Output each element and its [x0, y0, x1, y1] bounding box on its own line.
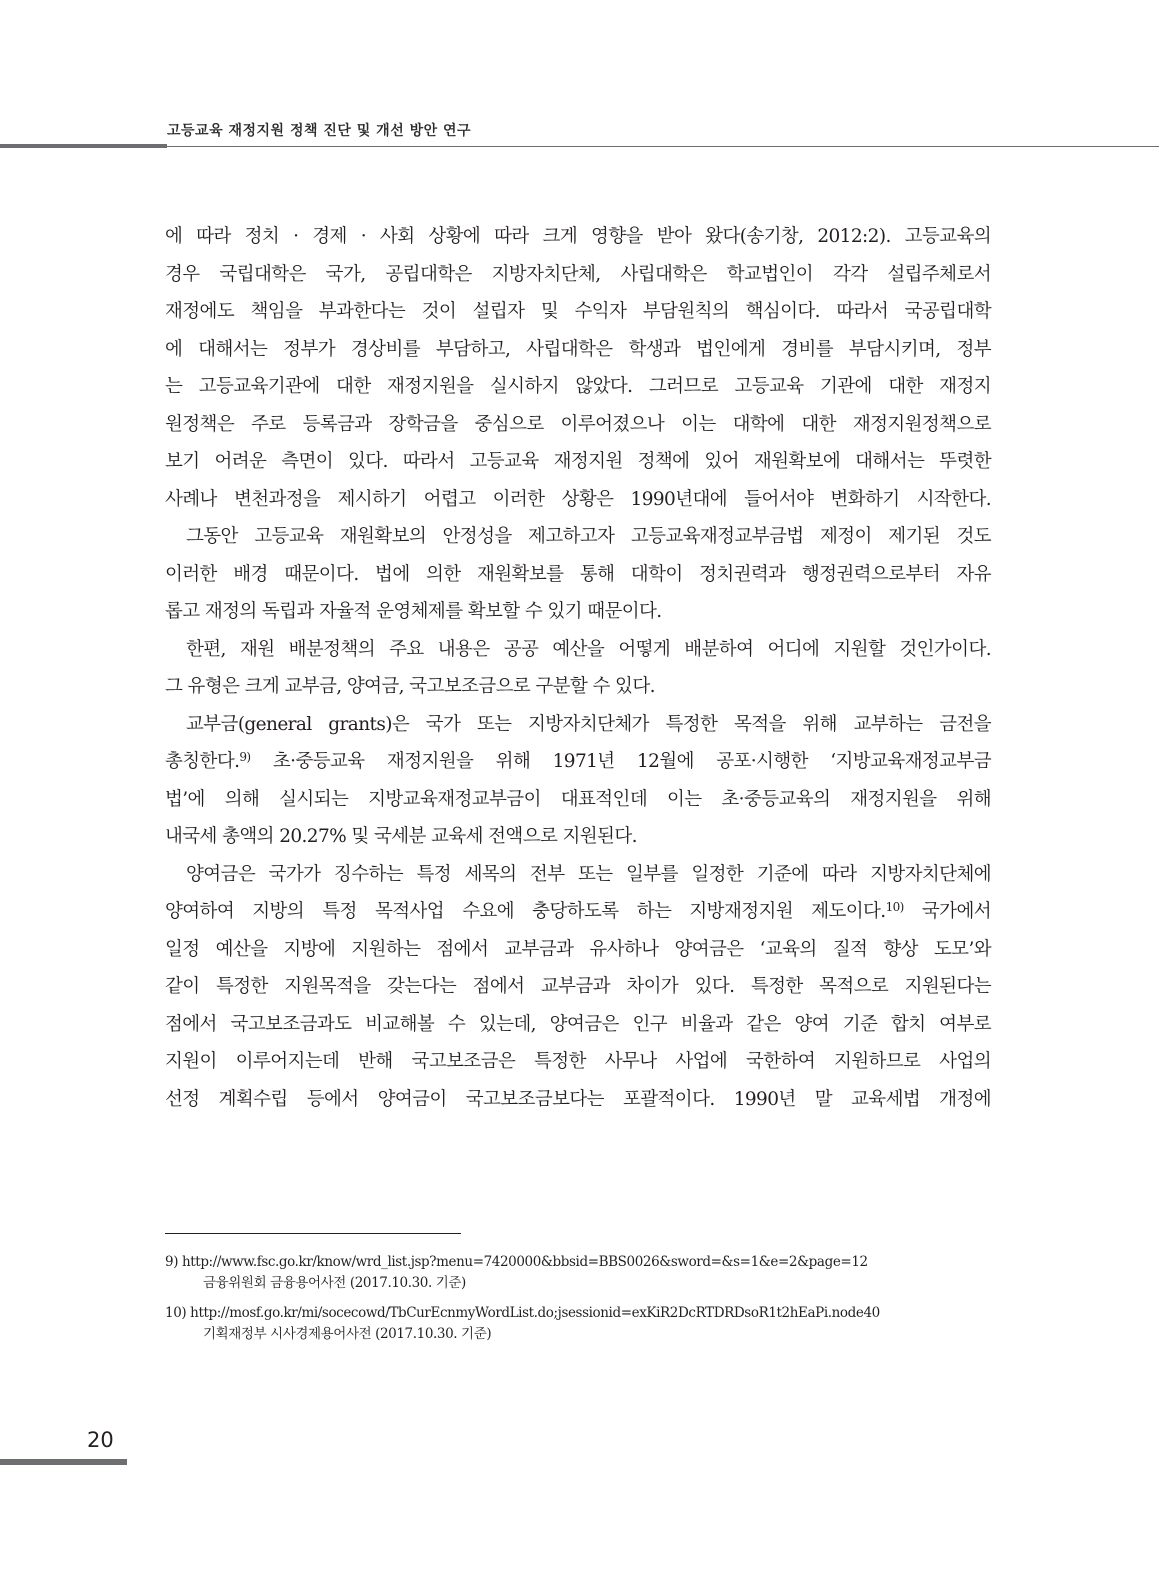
body-line-with-footnote [165, 893, 991, 931]
footnote-marker: 10) [165, 1305, 187, 1321]
header-rule [167, 146, 1159, 147]
footnotes [165, 1252, 991, 1345]
body-line: 재정에도 책임을 부과한다는 것이 설립자 및 수익자 부담원칙의 핵심이다. 따라서 국공립대학 [165, 301, 991, 322]
body-line: 선정 계획수립 등에서 양여금이 국고보조금보다는 포괄적이다. 1990년 말 교육세법 개정에 [165, 1088, 991, 1110]
footnote-marker: 9) [165, 1254, 179, 1270]
body-line: 이러한 배경 때문이다. 법에 의한 재원확보를 통해 대학이 정치권력과 행정권력으로부터 자유 [165, 563, 991, 585]
body-line: 법’에 의해 실시되는 지방교육재정교부금이 대표적인데 이는 초·중등교육의 재정지원을 위해 [165, 788, 991, 810]
body-line: 같이 특정한 지원목적을 갖는다는 점에서 교부금과 차이가 있다. 특정한 목적으로 지원된다는 [165, 976, 991, 997]
footnote-source: 기획재정부 시사경제용어사전 (2017.10.30. 기준) [203, 1326, 492, 1342]
footnote-10 [165, 1303, 991, 1324]
body-line: 사례나 변천과정을 제시하기 어렵고 이러한 상황은 1990년대에 들어서야 변화하기 시작한다. [165, 488, 991, 510]
footnote-ref-9[interactable]: 9) [239, 750, 251, 764]
body-line: 경우 국립대학은 국가, 공립대학은 지방자치단체, 사립대학은 학교법인이 각각 설립주체로서 [165, 263, 991, 285]
footnote-ref-10[interactable]: 10) [885, 900, 904, 914]
body-line: 지원이 이루어지는데 반해 국고보조금은 특정한 사무나 사업에 국한하여 지원하므로 사업의 [165, 1051, 991, 1072]
body-line: 는 고등교육기관에 대한 재정지원을 실시하지 않았다. 그러므로 고등교육 기관에 대한 재정지 [165, 376, 991, 397]
body-line-segment: 총칭한다. [165, 751, 240, 772]
footnote-source: 금융위원회 금융용어사전 (2017.10.30. 기준) [203, 1275, 466, 1291]
footnote-9 [165, 1252, 991, 1273]
body-line: 교부금(general grants)은 국가 또는 지방자치단체가 특정한 목적을 위해 교부하는 금전을 [186, 713, 991, 735]
body-line-segment: 국가에서 [903, 901, 991, 922]
body-line: 에 대해서는 정부가 경상비를 부담하고, 사립대학은 학생과 법인에게 경비를 부담시키며, 정부 [165, 338, 991, 360]
footnote-divider [165, 1233, 461, 1234]
body-line-segment: 양여하여 지방의 특정 목적사업 수요에 충당하도록 하는 지방재정지원 제도이다. [165, 901, 886, 922]
body-line-with-footnote [165, 743, 991, 781]
footnote-url[interactable]: http://www.fsc.go.kr/know/wrd_list.jsp?menu=7420000&bbsid=BBS0026&sword=&s=1&e=2&page=12 [181, 1254, 868, 1270]
page-number: 20 [87, 1428, 114, 1452]
body-line: 양여금은 국가가 징수하는 특정 세목의 전부 또는 일부를 일정한 기준에 따라 지방자치단체에 [186, 863, 991, 885]
body-line: 점에서 국고보조금과도 비교해볼 수 있는데, 양여금은 인구 비율과 같은 양여 기준 합치 여부로 [165, 1013, 991, 1035]
body-line: 그 유형은 크게 교부금, 양여금, 국고보조금으로 구분할 수 있다. [165, 676, 655, 697]
running-header-title: 고등교육 재정지원 정책 진단 및 개선 방안 연구 [167, 123, 472, 139]
body-line: 내국세 총액의 20.27% 및 국세분 교육세 전액으로 지원된다. [165, 826, 637, 847]
body-line: 일정 예산을 지방에 지원하는 점에서 교부금과 유사하나 양여금은 ‘교육의 질적 향상 도모’와 [165, 938, 991, 960]
header-rule-accent [0, 144, 167, 148]
footer-rule [0, 1459, 127, 1465]
body-line: 원정책은 주로 등록금과 장학금을 중심으로 이루어졌으나 이는 대학에 대한 재정지원정책으로 [165, 413, 991, 435]
footnote-url[interactable]: http://mosf.go.kr/mi/socecowd/TbCurEcnmyWordList.do;jsessionid=exKiR2DcRTDRDsoR1t2hEaPi.node40 [190, 1305, 880, 1321]
body-line-segment: 초·중등교육 재정지원을 위해 1971년 12월에 공포·시행한 ‘지방교육재정교부금 [250, 751, 991, 772]
body-text [165, 218, 991, 1118]
body-line: 한편, 재원 배분정책의 주요 내용은 공공 예산을 어떻게 배분하여 어디에 지원할 것인가이다. [186, 638, 991, 660]
body-line: 그동안 고등교육 재원확보의 안정성을 제고하고자 고등교육재정교부금법 제정이 제기된 것도 [186, 526, 991, 547]
body-line: 보기 어려운 측면이 있다. 따라서 고등교육 재정지원 정책에 있어 재원확보에 대해서는 뚜렷한 [165, 451, 991, 472]
body-line: 롭고 재정의 독립과 자율적 운영체제를 확보할 수 있기 때문이다. [165, 601, 662, 622]
body-line: 에 따라 정치 · 경제 · 사회 상황에 따라 크게 영향을 받아 왔다(송기창, 2012:2). 고등교육의 [165, 226, 991, 247]
